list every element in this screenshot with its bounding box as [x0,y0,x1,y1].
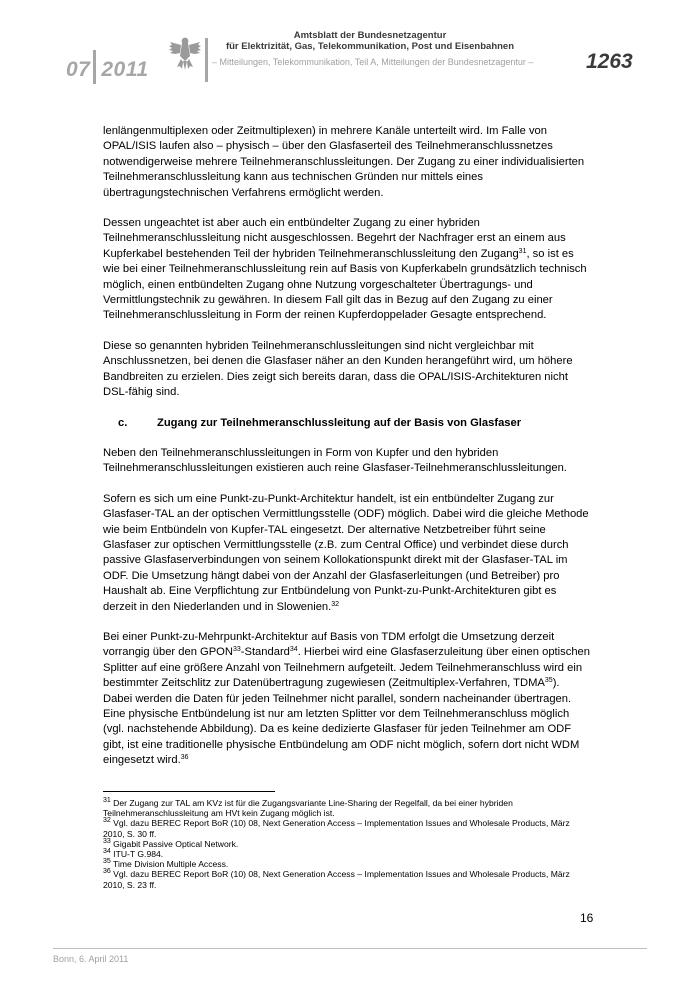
footnote-item [103,869,591,889]
issue-divider [93,50,96,84]
footnote-ref-32[interactable]: 32 [331,600,340,608]
issue-number [66,50,149,84]
footnote-text: Vgl. dazu BEREC Report BoR (10) 08, Next Generation Access – Implementation Issues and Wholesale Products, März 2010, S. 30 ff. [103,818,570,839]
main-text [103,124,591,784]
federal-eagle-icon [168,34,202,72]
section-heading-c [103,416,591,431]
paragraph-1-text: lenlängenmultiplexen oder Zeitmultiplexen) in mehrere Kanäle unterteilt wird. Im Falle von OPAL/ISIS laufen also – physisch – über den Glasfaserteil des Teilnehmeranschlussnetzes notwendigerweise mehrere Teilnehmeranschlussleitungen. Der Zugang zu einer individualisierten Teilnehmeranschlussleitung kann aus technischen Gründen nur mittels eines übertragungstechnischen Verfahrens ermöglicht werden. [103,125,585,199]
footnote-number: 33 [103,837,111,845]
gazette-title-line2: für Elektrizität, Gas, Telekommunikation, Post und Eisenbahnen [225,41,515,52]
paragraph-3-text: Diese so genannten hybriden Teilnehmeranschlussleitungen sind nicht vergleichbar mit Anschlussnetzen, bei denen die Glasfaser näher an den Kunden herangeführt wird, um höhere Bandbreiten zu erzielen. Dies zeigt sich bereits daran, dass die OPAL/ISIS-Architekturen nicht DSL-fähig sind. [103,339,573,399]
footnote-item [103,839,591,849]
paragraph-2 [103,216,591,324]
footnote-item [103,798,591,818]
header-divider [205,38,208,82]
paragraph-5-text: Sofern es sich um eine Punkt-zu-Punkt-Architektur handelt, ist ein entbündelter Zugang zur Glasfaser-TAL an der optischen Vermittlungsstelle (ODF) möglich. Dabei wird die gleiche Methode wie beim Entbündeln von Kupfer-TAL eingesetzt. Der alternative Netzbetreiber führt seine Glasfaser zur optischen Vermittlungsstelle (z.B. zum Central Office) und verbindet diese durch passive Glasfaserverbindungen von seinem Kollokationspunkt direkt mit der Glasfaser-TAL im ODF. Die Umsetzung hängt dabei von der Anzahl der Glasfaserleitungen (und Betreiber) pro Haushalt ab. Eine Verpflichtung zur Entbündelung von Punkt-zu-Punkt-Architekturen gibt es derzeit in den Niederlanden und in Slowenien. [103,492,589,613]
paragraph-3 [103,339,591,401]
paragraph-1 [103,124,591,201]
document-page-number: 16 [580,911,594,925]
section-heading-number: c. [118,416,128,429]
footnote-ref-31[interactable]: 31 [518,247,527,255]
issue-month: 07 [66,58,91,81]
gazette-title-line1: Amtsblatt der Bundesnetzagentur [293,30,447,41]
footnote-ref-33[interactable]: 33 [232,646,241,654]
footnote-text: Time Division Multiple Access. [110,859,229,870]
footnote-ref-35[interactable]: 35 [544,677,553,685]
footnote-number: 35 [103,858,111,866]
footnote-number: 34 [103,848,111,856]
footnote-separator [103,791,275,792]
section-heading-text: Zugang zur Teilnehmeranschlussleitung auf der Basis von Glasfaser [157,416,522,429]
paragraph-5 [103,492,591,615]
gazette-page-number: 1263 [586,50,633,73]
footnote-text: Gigabit Passive Optical Network. [110,838,239,849]
page-header [0,0,700,90]
footnote-item [103,859,591,869]
footnote-ref-34[interactable]: 34 [289,646,298,654]
footnote-ref-36[interactable]: 36 [180,754,189,762]
footnote-text: Der Zugang zur TAL am KVz ist für die Zugangsvariante Line-Sharing der Regelfall, da bei einer hybriden Teilnehmeranschlussleitung am HVt kein Zugang möglich ist. [103,798,513,819]
footnote-number: 36 [103,868,111,876]
paragraph-6-text-a: Bei einer Punkt-zu-Mehrpunkt-Architektur auf Basis von TDM erfolgt die Umsetzung derzeit vorrangig über den GPON [103,630,555,659]
paragraph-2-text-a: Dessen ungeachtet ist aber auch ein entbündelter Zugang zu einer hybriden Teilnehmeranschlussleitung nicht ausgeschlossen. Begehrt der Nachfrager erst an einem aus Kupferkabel bestehenden Teil der hybriden Teilnehmeranschlussleitung den Zugang [103,217,566,260]
footnotes [103,798,591,890]
paragraph-6-text-c: . Hierbei wird eine Glasfaserzuleitung über einen optischen Splitter auf eine größere Anzahl von Teilnehmern aufgeteilt. Jedem Teilnehmeranschluss wird ein bestimmter Zeitschlitz zur Datenübertragung zugewiesen (Zeitmultiplex-Verfahren, TDMA [103,646,590,690]
paragraph-6-text-b: -Standard [240,646,290,659]
footer-rule [53,948,647,949]
paragraph-6 [103,630,591,769]
footnote-item [103,818,591,838]
gazette-title [220,30,520,52]
footnote-item [103,849,591,859]
footer-date: Bonn, 6. April 2011 [53,954,129,964]
footnote-text: ITU-T G.984. [110,849,164,860]
gazette-subtitle: – Mitteilungen, Telekommunikation, Teil A, Mitteilungen der Bundesnetzagentur – [212,57,534,67]
footnote-text: Vgl. dazu BEREC Report BoR (10) 08, Next Generation Access – Implementation Issues and Wholesale Products, März 2010, S. 23 ff. [103,869,570,890]
paragraph-4 [103,446,591,477]
footnote-number: 32 [103,817,111,825]
issue-year: 2011 [101,58,149,81]
paragraph-4-text: Neben den Teilnehmeranschlussleitungen in Form von Kupfer und den hybriden Teilnehmeranschlussleitungen existieren auch reine Glasfaser-Teilnehmeranschlussleitungen. [103,446,567,475]
paragraph-2-text-b: , so ist es wie bei einer Teilnehmeranschlussleitung rein auf Basis von Kupferkabeln grundsätzlich technisch möglich, einen entbündelten Zugang ohne Nutzung vorgeschalteter Übertragungs- und Vermittlungstechnik zu gewähren. In diesem Fall gilt das in Bezug auf den Zugang zu einer Teilnehmeranschlussleitung in Form der reinen Kupferdoppelader Gesagte entsprechend. [103,247,587,322]
footnote-number: 31 [103,797,111,804]
paragraph-6-text-d: ). Dabei werden die Daten für jeden Teilnehmer nicht parallel, sondern nacheinander übertragen. Eine physische Entbündelung ist nur am letzten Splitter vor dem Teilnehmeranschluss möglich (vgl. nachstehende Abbildung). Da es keine dedizierte Glasfaser für jeden Teilnehmer am ODF gibt, ist eine traditionelle physische Entbündelung am ODF nicht möglich, sofern dort nicht WDM eingesetzt wird. [103,677,580,767]
